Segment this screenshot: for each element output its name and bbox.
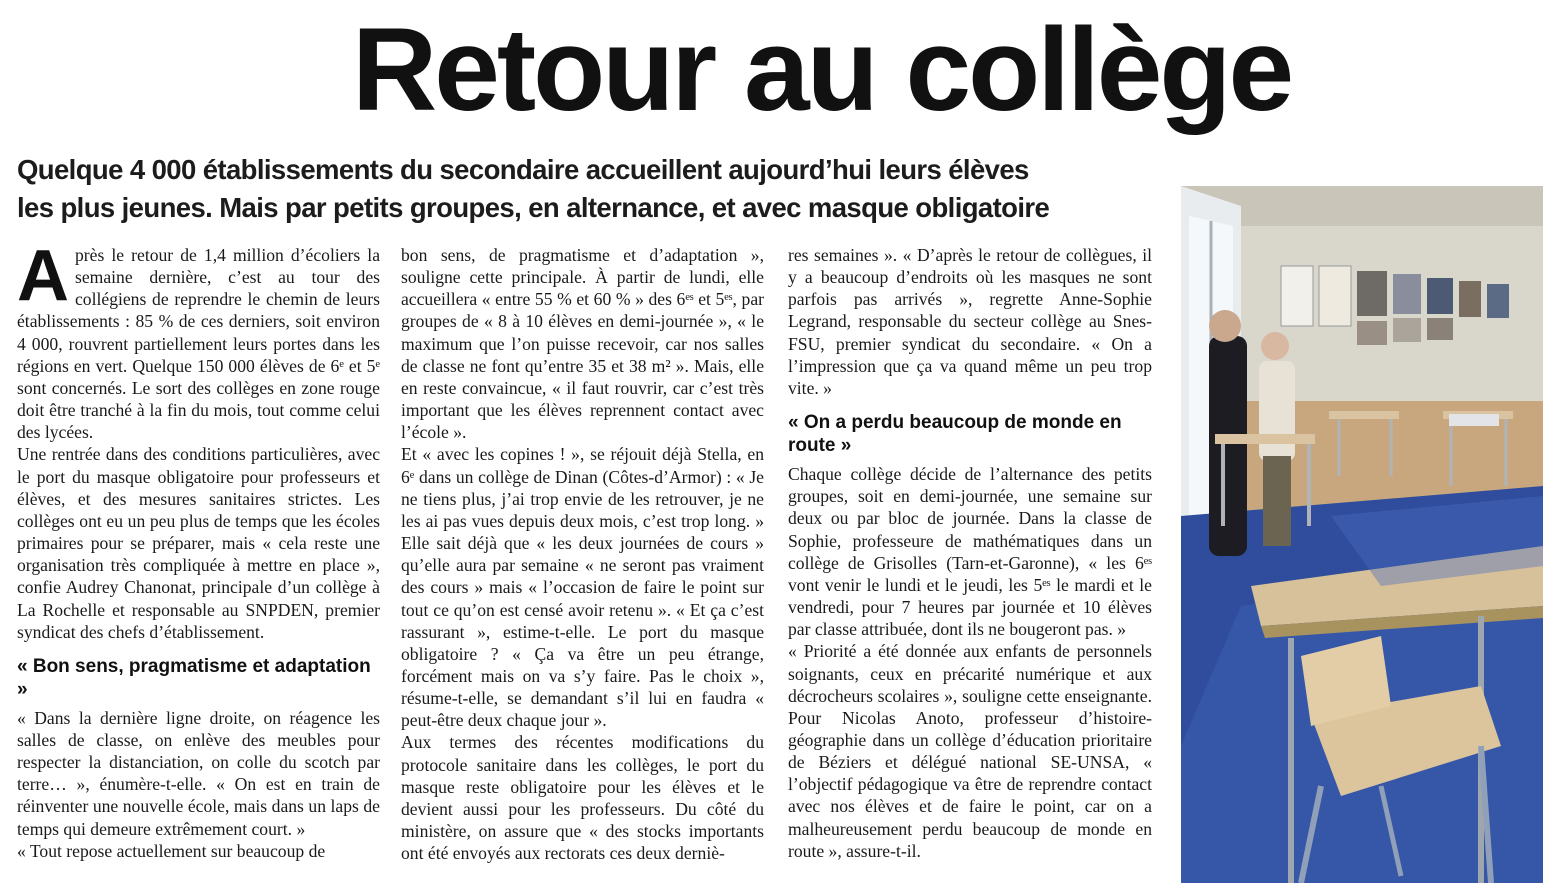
lead-paragraph	[17, 244, 380, 443]
deck	[17, 151, 1177, 227]
paragraph: bon sens, de pragmatisme et d’adaptation », souligne cette principale. À partir de lundi, elle accueillera « entre 55 % et 60 % » des 6ᵉˢ et 5ᵉˢ, par groupes de « 8 à 10 élèves en demi-journée », « le maximum que l’on puisse recevoir, car nos salles de classe ne font qu’entre 35 et 38 m² ». Mais, elle en reste convaincue, « il faut rouvrir, car c’est très important que les élèves reprennent contact avec l’école ».	[401, 245, 764, 443]
paragraph: Aux termes des récentes modifications du protocole sanitaire dans les collèges, le port du masque reste obligatoire pour les élèves et le devient aussi pour les professeurs. Du côté du ministère, on assure que « des stocks importants ont été envoyés aux rectorats ces deux derniè-	[401, 732, 764, 864]
classroom-illustration	[1181, 186, 1543, 883]
paragraph: Et « avec les copines ! », se réjouit déjà Stella, en 6ᵉ dans un collège de Dinan (Côtes-d’Armor) : « Je ne tiens plus, j’ai trop envie de les retrouver, je ne les ai pas vues depuis deux mois, c’est trop long. » Elle sait déjà que « les deux journées de cours » qu’elle aura par semaine « ne seront pas vraiment des cours » mais « l’occasion de faire le point sur tout ce qu’on est censé avoir retenu ». « Et ça c’est rassurant », estime-t-elle. Le port du masque obligatoire ? « Ça va être un peu étrange, forcément mais on va s’y faire. Pas le choix », résume-t-elle, se demandant s’il lui en faudra « peut-être deux chaque jour ».	[401, 444, 764, 731]
lead-text: près le retour de 1,4 million d’écoliers la semaine dernière, c’est au tour des collégiens de reprendre le chemin de leurs établissements : 85 % de ces derniers, soit environ 4 000, rouvrent partiellement leurs portes dans les régions en vert. Quelque 150 000 élèves de 6ᵉ et 5ᵉ sont concernés. Le sort des collèges en zone rouge doit être tranché à la fin du mois, tout comme celui des lycées.	[17, 245, 380, 443]
subheading: « Bon sens, pragmatisme et adaptation »	[17, 655, 371, 700]
paragraph: Chaque collège décide de l’alternance des petits groupes, soit en demi-journée, une semaine sur deux ou par bloc de journée. Dans la classe de Sophie, professeure de mathématiques dans un collège de Grisolles (Tarn-et-Garonne), « les 6ᵉˢ vont venir le lundi et le jeudi, les 5ᵉˢ le mardi et le vendredi, pour 7 heures par journée et 10 élèves par classe attribuée, dont ils ne bougeront pas. »	[788, 464, 1152, 640]
paragraph: « Priorité a été donnée aux enfants de personnels soignants, ceux en précarité numérique et aux décrocheurs scolaires », souligne cette enseignante. Pour Nicolas Anoto, professeur d’histoire-géographie dans un collège d’éducation prioritaire de Béziers et délégué national SE-UNSA, « l’objectif pédagogique va être de reprendre contact avec nos élèves et de faire le point, car on a malheureusement perdu beaucoup de monde en route », assure-t-il.	[788, 641, 1152, 861]
classroom-photo	[1181, 186, 1543, 883]
paragraph: « Tout repose actuellement sur beaucoup de	[17, 840, 326, 861]
article-column-2	[401, 244, 764, 884]
paragraph: « Dans la dernière ligne droite, on réagence les salles de classe, on enlève des meubles pour respecter la distanciation, on colle du scotch par terre… », énumère-t-elle. « On est en train de réinventer une nouvelle école, mais dans un laps de temps qui demeure extrêmement court. »	[17, 707, 380, 839]
deck-line: Quelque 4 000 établissements du secondaire accueillent aujourd’hui leurs élèves	[17, 154, 1029, 185]
paragraph: res semaines ». « D’après le retour de collègues, il y a beaucoup d’endroits où les masques ne sont parfois pas arrivés », regrette Anne-Sophie Legrand, responsable du secteur collège au Snes-FSU, premier syndicat du secondaire. « On a l’impression que ça va quand même un peu trop vite. »	[788, 245, 1152, 398]
article-column-1	[17, 244, 380, 884]
article-column-3	[788, 244, 1152, 884]
subheading: « On a perdu beaucoup de monde en route »	[788, 412, 1122, 457]
dropcap: A	[17, 244, 69, 316]
headline: Retour au collège	[352, 4, 1292, 136]
paragraph: Une rentrée dans des conditions particulières, avec le port du masque obligatoire pour professeurs et élèves, et des mesures sanitaires strictes. Les collèges ont eu un peu plus de temps que les écoles primaires pour se préparer, mais « cela reste une organisation très compliquée à mettre en place », confie Audrey Chanonat, principale d’un collège à La Rochelle et responsable au SNPDEN, premier syndicat des chefs d’établissement.	[17, 444, 380, 642]
deck-line: les plus jeunes. Mais par petits groupes, en alternance, et avec masque obligatoire	[17, 192, 1050, 223]
